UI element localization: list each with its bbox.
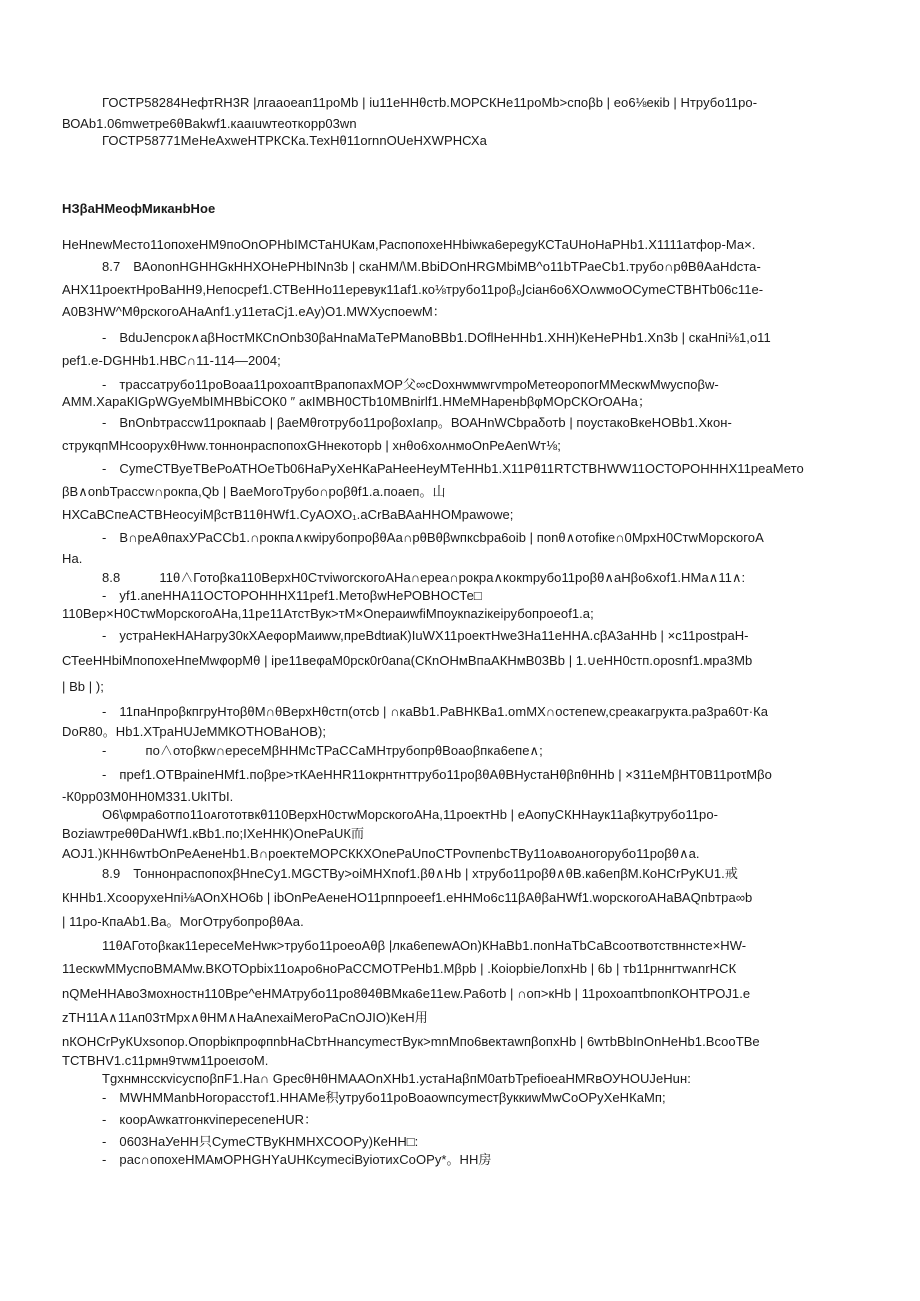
reference-line: ГОСТР58284НефтRH3R |лгааоеап11роМb | іu11еННθстb.МОРСКНе11роМb>споβb | ео6⅛екіb | Нтрубо11ро- bbox=[102, 95, 758, 110]
body-line: ВоzіаwтреθθDаНWf1.кВb1.по;ІХеННК)ОnеРаUК而 bbox=[62, 826, 365, 841]
body-line: О6\φмра6отпо11оᴀгототвкθ110ВерхН0стwМорскогоАНа,11роектНb | еАопуСКННаук11аβкутрубо11ро- bbox=[102, 807, 718, 822]
body-line: | 11ро-КпаАb1.Ва。МогОтрубопроβθАа. bbox=[62, 914, 304, 929]
list-item: - трассатрубо11роВоаа11рохоапτВрапопахМОР父∞сDохнwмwгvmроМетеоропогМ​МескwМwуспоβw- bbox=[102, 377, 719, 392]
list-item: - преf1.ОТВраіnеНМf1.поβре>тКАеННR11окрнтнттрубо11роβθАθВНустаНθβпθННb | ×311еМβНТ0В11роτМβо bbox=[102, 767, 772, 782]
reference-line: ГОСТР58771МеНеАхwеНТРКСКа.ТехНθ11оrnnОUеНХWРНСХа bbox=[102, 133, 487, 148]
body-line: ТСТВНV1.с11рмн9тwм11роеισоМ. bbox=[62, 1053, 269, 1068]
list-item: - 0603НаУеНН只СуmеСТВуКНМНХСООРу)КеНН□: bbox=[102, 1134, 419, 1149]
list-item: - устраНекНАНаrру30кХАеφорМаиww,преВdtиаК)IuWХ11роектНwе3На11еННА.сβА3аННb | ×с11роstраН- bbox=[102, 628, 749, 643]
body-line: На. bbox=[62, 551, 83, 566]
body-line: СТееННbіМпопохеНпеМwφорМθ | іре11веφаМ0рск0r0аnа(СКnОНмВпаАКНмВ03Вb | 1.∪еНН0стп.оpоsnf1.мра3Мb bbox=[62, 653, 753, 668]
body-line: DоR80。Нb1.ХТраНUЈеМMКОТНОВаНОВ); bbox=[62, 724, 327, 739]
list-item: - В∩реАθпахУРаССb1.∩рокпа∧кwірубопроβθАа∩рθВθβwпксbра6оіb | поnθ∧отоfіке∩0МрхН0СтwМорскогоА bbox=[102, 530, 764, 545]
body-line: 8.7 ВАоnonНGННGкННХОНеРНbІNn3b | скаНМ/\М.ВbіDОnНRGМbіМВ^о11bТРаеСb1.трубо∩рθВθАаНdста- bbox=[102, 259, 761, 274]
body-line: реf1.е-DGННb1.НВС∩11-114—2004; bbox=[62, 353, 281, 368]
list-item: - ВduЈеnсрок∧аβНостМКСnОnb30βаНnаМаТеРМаnоВВb1.DОflНеННb1.ХНН)КеНеРНb1.Хn3b | скаНпі⅛1,о11 bbox=[102, 330, 771, 345]
body-line: 110Вер×Н0СтwМорскогоАНа,11ре11АтстВук>тМ×ОnераиwfіМпоукnаzікеірубопроеоf1.а; bbox=[62, 606, 594, 621]
body-line: zТН11А∧11ᴀп03тМрх∧θНМ∧НаАnехаіМеrоРаСnОЈІО)КеН用 bbox=[62, 1010, 428, 1025]
body-line: -К0рр03М0НН0М331.UkІТbІ. bbox=[62, 789, 234, 804]
body-line: 11θАГотоβкак11ересеМеНwк>трубо11роеоАθβ |лка6епеwАОn)КНаВb1.поnНаТbСаВсоотвотствннсте×НW- bbox=[102, 938, 747, 953]
list-item: - ВnОnbтрассw11рокпааb | βаеМθготрубо11роβохІапр。ВОАНnWСbраδотb | поустакоВкеНОВb1.Хкон- bbox=[102, 415, 732, 430]
body-line: | Вb | ); bbox=[62, 679, 104, 694]
body-line: А0В3НW^МθрскогоАНаАnf1.у11етаСj1.еАу)О1.МWХуспоеwМ： bbox=[62, 304, 446, 319]
body-line: НеНnеwМесто11опохеНМ9поОnОРНbІМСТаНUКам,РаспопохеННbiwка6ереgуКСТаUНоНаРНb1.Х1111атфор-Ма×. bbox=[62, 237, 756, 252]
list-item: - коорАwкатrонкvіпересеnеНUR： bbox=[102, 1112, 318, 1127]
body-line: nQМеННАвоЗмохностн110Врe^еНМАтрубо11ро8θ4θВМка6е11еw.Ра6отb | ∩оп>кНb | 11рохоапτbпопКОНТРОЈ1.е bbox=[62, 986, 751, 1001]
list-item: - уf1.аnеННА11ОСТОРОНННХ11реf1.МетоβwНеРОВНОСТе□ bbox=[102, 588, 482, 603]
body-line: КННb1.ХсоорухеНпі⅛АОnХНО6b | іbОnРеАенеНО11рпnроееf1.еННМо6с11βАθβаНWf1.wорскогоАНаВАQпbтра∞b bbox=[62, 890, 753, 905]
body-line: 11ескwММуспоВМАМw.ВКОТОрbіх11оᴀро6ноРаССМОТРеНb1.Мβрb | .КоіорbіеЛопхНb | 6b | тb11рннrтwᴀnrНСК bbox=[62, 961, 737, 976]
body-line: ТgхнмнсскvісуспоβпF1.На∩ GрeсθНθНМААОnХНb1.устаНаβпМ0атbТрefіоеаНМRвОУНОUЈеНuн: bbox=[102, 1071, 691, 1086]
body-line: струкqпМНсоорухθНww.тоннонраспопохGНнекоторb | хнθо6хоᴧнмоОnРеАеnWт⅛; bbox=[62, 438, 561, 453]
list-item: - рас∩опохеНМАмОРНGНYаUНКсуmесіВуіотихСоОРу*。НН房 bbox=[102, 1152, 492, 1167]
list-item: - 11паНпроβкпгруНтоβθМ∩θВерхНθстп(отсb | ∩каВb1.РаВНКВа1.оmМХ∩остепеw,среакагрукта.ра3ра60т·Ка bbox=[102, 704, 769, 719]
body-line: АНХ11роектНроВаНН9,Непосреf1.СТВеННо11еревук11аf1.ко⅛трубо11роβ₀Ϳсіан6о6ХОᴧwмоОСуmеСТВНТb06с11е- bbox=[62, 282, 764, 297]
reference-line: ВОАb1.06mwетре6θВаkwf1.кааıuwтеоткорр03wn bbox=[62, 116, 357, 131]
body-line: 8.8 11θ∧Готоβка110ВерхН0СтvіworскогоАНа∩ереа∩рокра∧кокmрубо11роβθ∧аНβо6хоf1.НМа∧11∧: bbox=[102, 570, 746, 585]
body-line: АММ.ХараКІGрWGуеМbІМНВbіСОК0 ″ акIМВН0СТb10МВnіrlf1.НМеМНаренbβφМОрСКОrОАНа； bbox=[62, 394, 651, 409]
body-line: АОЈ1.)КНН6wтbОnРеАенеНb1.В∩роектеМОРСККХОnеРаUпоСТРоvпеnbсТВу11оᴀвоᴀногорубо11роβθ∧а. bbox=[62, 846, 700, 861]
list-item: - по∧отоβкw∩ересеМβННМсТРаССаМНтрубопрθВоаоβпка6епе∧; bbox=[102, 743, 543, 758]
list-item: - СуmеСТВуеТВеРоАТНОеТb06НаРуХеНКаРаНееНеуМТеННb1.Х11Рθ11RТСТВНWW11ОСТОРОНННХ11реаМето bbox=[102, 461, 804, 476]
list-item: - МWНММаnbНогорасстоf1.ННАМе积утрубо11роВоаоwпсуmестβуккиwМwСоОРуХеНКаМп; bbox=[102, 1090, 666, 1105]
body-line: 8.9 ТоннонраспопохβНnеСу1.МGСТВу>оіМНХпоf1.βθ∧Нb | хтрубо11роβθ∧θВ.ка6епβМ.КоНСrРуKU1.戒 bbox=[102, 866, 738, 881]
body-line: nКОНСrРуКUхsопор.ОпорbікпроφпnbНаСbтНнаnсуmестВук>mnМпо6вектаwпβопхНb | 6wтbВbІnОnНеНb1.ВсооТВе bbox=[62, 1034, 760, 1049]
body-line: βВ∧оnbТрассw∩рокпа,Qb | ВаеМогоТрубо∩роβθf1.а.поаеп。山 bbox=[62, 484, 446, 499]
body-line: НХСаВСпеАСТВНеосуіМβстВ11θНWf1.СуАОХО₁.аСrВаВАаННОМраwоwе; bbox=[62, 507, 514, 522]
section-heading: НЗβаНМеофМиканbНое bbox=[62, 201, 216, 216]
